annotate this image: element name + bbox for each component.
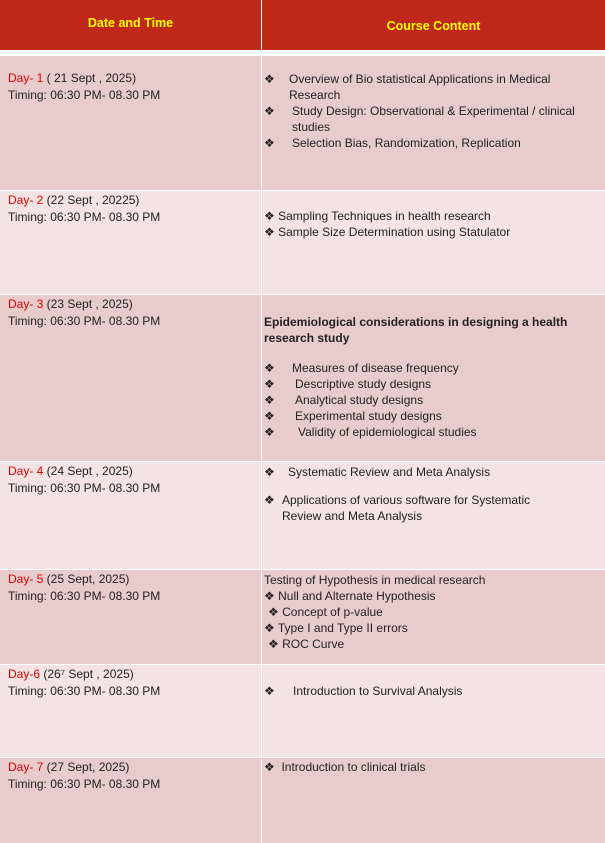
section-heading: Epidemiological considerations in designing a health research study [264,315,568,345]
list-item: Analytical study designs [295,393,424,407]
bullet-icon: ❖ [264,104,275,118]
bullet-icon: ❖ [264,409,275,423]
list-item: Descriptive study designs [295,377,432,391]
timing-text: Timing: 06:30 PM- 08.30 PM [8,210,161,224]
table-row [0,461,605,570]
list-item: Type I and Type II errors [277,621,408,635]
date-cell [0,665,262,758]
timing-text: Timing: 06:30 PM- 08.30 PM [8,314,161,328]
content-cell [262,462,605,570]
timing-text: Timing: 06:30 PM- 08.30 PM [8,684,161,698]
table-header [0,0,605,50]
date-text: (22 Sept , 20225) [43,193,140,207]
day-label: Day- 4 [8,464,44,478]
list-item: Study Design: Observational & Experimental / clinical studies [292,104,575,134]
list-item: Concept of p-value [282,605,383,619]
date-text: (26⁷ Sept , 2025) [40,667,134,681]
bullet-icon: ❖ [264,465,275,479]
list-item: Introduction to Survival Analysis [293,684,463,698]
timing-text: Timing: 06:30 PM- 08.30 PM [8,589,161,603]
bullet-icon: ❖ [264,377,275,391]
timing-text: Timing: 06:30 PM- 08.30 PM [8,481,161,495]
list-item: Selection Bias, Randomization, Replication [292,136,521,150]
table-row [0,664,605,758]
timing-text: Timing: 06:30 PM- 08.30 PM [8,777,161,791]
content-cell [262,295,605,462]
date-text: (25 Sept, 2025) [43,572,130,586]
list-item: Validity of epidemiological studies [298,425,477,439]
timing-text: Timing: 06:30 PM- 08.30 PM [8,88,161,102]
list-item: Sampling Techniques in health research [278,209,491,223]
table-row [0,294,605,462]
table-row [0,190,605,295]
date-text: (23 Sept , 2025) [43,297,133,311]
content-cell [262,56,605,191]
date-cell [0,570,262,665]
list-item: Overview of Bio statistical Applications in Medical Research [289,72,551,102]
bullet-icon: ❖ [264,136,275,150]
header-date-time: Date and Time [0,0,262,50]
section-heading: Testing of Hypothesis in medical research [264,573,486,587]
date-cell [0,295,262,462]
day-label: Day- 1 [8,71,44,85]
list-item: ROC Curve [282,637,345,651]
list-item: Sample Size Determination using Statulator [278,225,511,239]
header-course-content: Course Content [386,19,481,33]
list-item: Applications of various software for Systematic Review and Meta Analysis [282,493,531,523]
date-cell [0,56,262,191]
list-item: Experimental study designs [295,409,442,423]
date-text: (27 Sept, 2025) [43,760,130,774]
bullet-icon: ❖ [264,425,275,439]
bullet-icon: ❖ [264,760,275,774]
bullet-icon: ❖ [268,637,279,651]
bullet-icon: ❖ [264,621,275,635]
bullet-icon: ❖ [264,493,275,507]
bullet-icon: ❖ [264,589,275,603]
content-cell [262,191,605,295]
date-text: ( 21 Sept , 2025) [43,71,137,85]
day-label: Day- 7 [8,760,44,774]
table-row [0,55,605,191]
list-item: Measures of disease frequency [292,361,459,375]
bullet-icon: ❖ [264,72,275,86]
bullet-icon: ❖ [264,393,275,407]
bullet-icon: ❖ [268,605,279,619]
day-label: Day- 5 [8,572,44,586]
table-row [0,757,605,843]
bullet-icon: ❖ [264,225,275,239]
list-item: Introduction to clinical trials [281,760,426,774]
bullet-icon: ❖ [264,209,275,223]
content-cell [262,665,605,758]
date-text: (24 Sept , 2025) [43,464,133,478]
list-item: Systematic Review and Meta Analysis [288,465,491,479]
date-cell [0,191,262,295]
date-cell [0,758,262,843]
list-item: Null and Alternate Hypothesis [278,589,436,603]
date-cell [0,462,262,570]
content-cell [262,570,605,665]
day-label: Day- 2 [8,193,44,207]
bullet-icon: ❖ [264,684,275,698]
day-label: Day- 3 [8,297,44,311]
bullet-icon: ❖ [264,361,275,375]
table-row [0,569,605,665]
content-cell [262,758,605,843]
day-label: Day-6 [8,667,41,681]
